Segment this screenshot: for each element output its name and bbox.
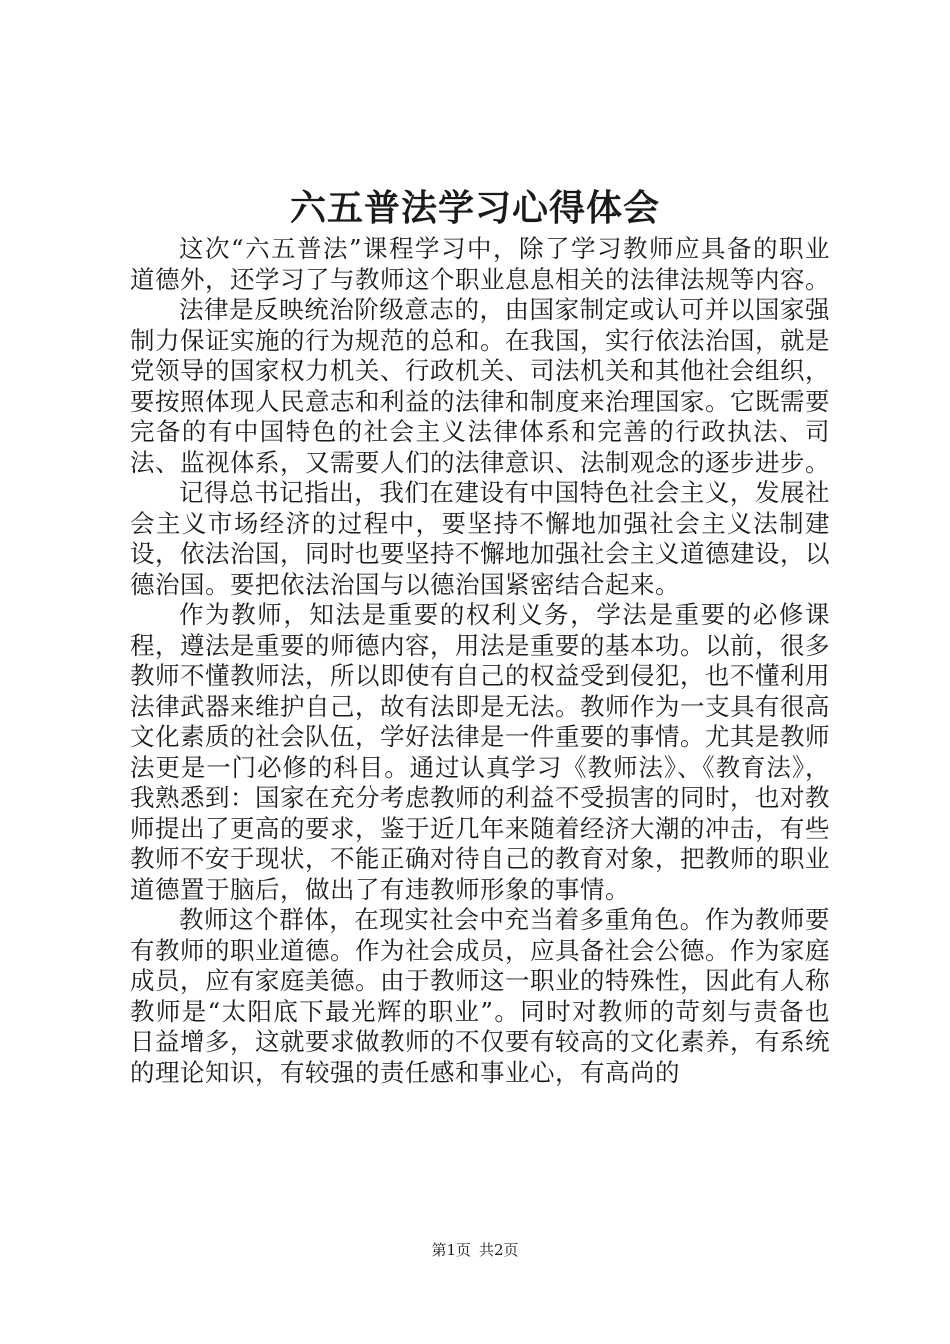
page-total: 共2页 — [479, 1241, 519, 1259]
page-footer — [0, 1238, 950, 1262]
paragraph: 记得总书记指出，我们在建设有中国特色社会主义，发展社会主义市场经济的过程中，要坚持不懈地加强社会主义法制建设，依法治国，同时也要坚持不懈地加强社会主义道德建设，以德治国。要把依法治国与以德治国紧密结合起来。 — [130, 478, 830, 599]
paragraph: 这次“六五普法”课程学习中，除了学习教师应具备的职业道德外，还学习了与教师这个职业息息相关的法律法规等内容。 — [130, 234, 830, 294]
document-title: 六五普法学习心得体会 — [289, 187, 660, 229]
document-body — [130, 234, 830, 1088]
page-number: 第1页 — [431, 1241, 471, 1259]
paragraph: 教师这个群体，在现实社会中充当着多重角色。作为教师要有教师的职业道德。作为社会成员，应具备社会公德。作为家庭成员，应有家庭美德。由于教师这一职业的特殊性，因此有人称教师是“太阳底下最光辉的职业”。同时对教师的苛刻与责备也日益增多，这就要求做教师的不仅要有较高的文化素养，有系统的理论知识，有较强的责任感和事业心，有高尚的 — [130, 905, 830, 1087]
paragraph: 法律是反映统治阶级意志的，由国家制定或认可并以国家强制力保证实施的行为规范的总和。在我国，实行依法治国，就是党领导的国家权力机关、行政机关、司法机关和其他社会组织，要按照体现人民意志和利益的法律和制度来治理国家。它既需要完备的有中国特色的社会主义法律体系和完善的行政执法、司法、监视体系，又需要人们的法律意识、法制观念的逐步进步。 — [130, 295, 830, 477]
paragraph: 作为教师，知法是重要的权利义务，学法是重要的必修课程，遵法是重要的师德内容，用法是重要的基本功。以前，很多教师不懂教师法，所以即使有自己的权益受到侵犯，也不懂利用法律武器来维护自己，故有法即是无法。教师作为一支具有很高文化素质的社会队伍，学好法律是一件重要的事情。尤其是教师法更是一门必修的科目。通过认真学习《教师法》、《教育法》，我熟悉到：国家在充分考虑教师的利益不受损害的同时，也对教师提出了更高的要求，鉴于近几年来随着经济大潮的冲击，有些教师不安于现状，不能正确对待自己的教育对象，把教师的职业道德置于脑后，做出了有违教师形象的事情。 — [130, 600, 830, 904]
